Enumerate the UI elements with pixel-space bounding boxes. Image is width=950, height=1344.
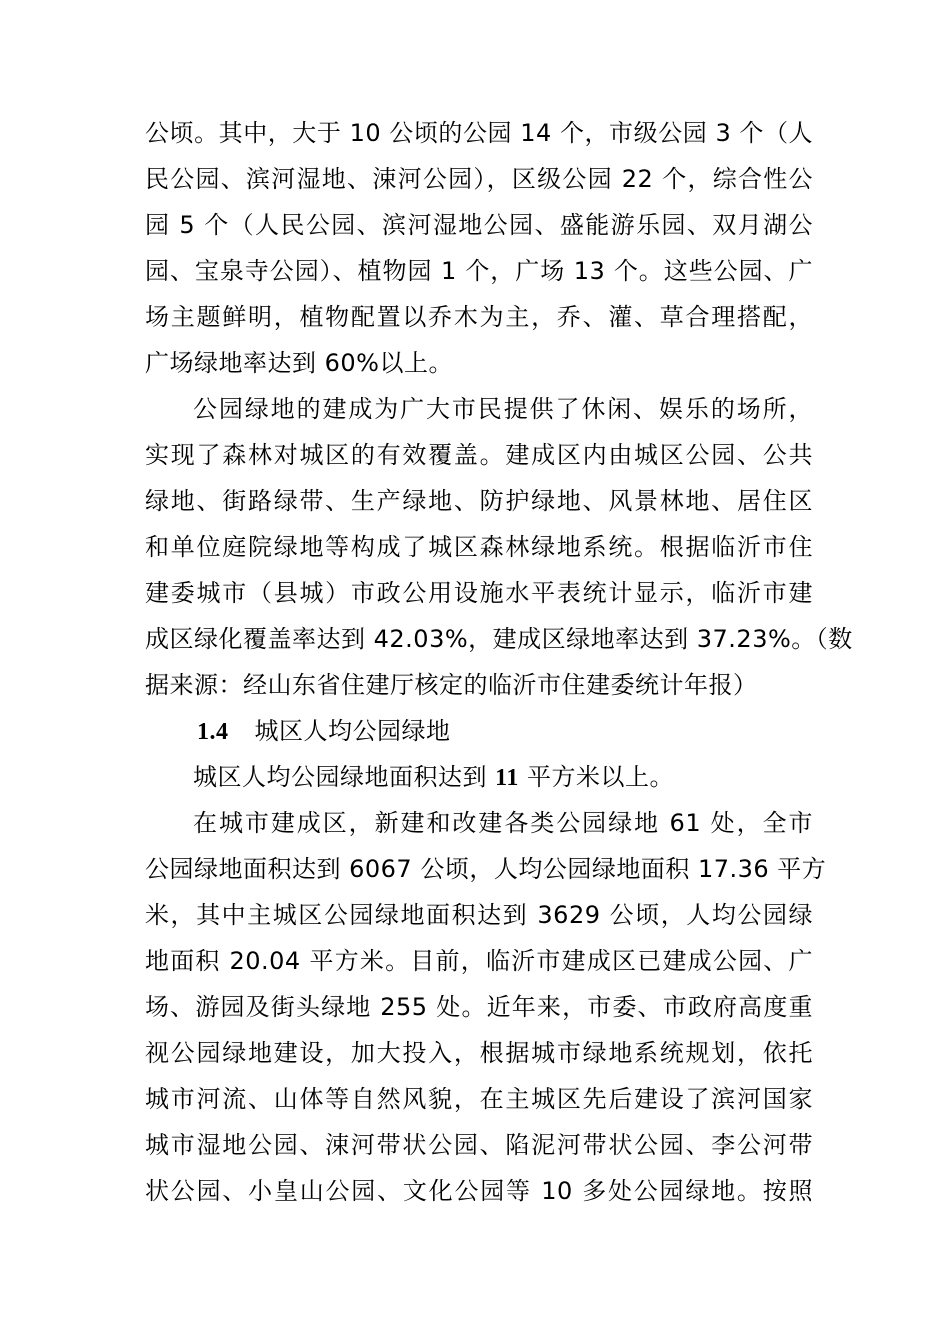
section-number: 1.4 [197,719,229,745]
paragraph-4-line: 地面积 20.04 平方米。目前，临沂市建成区已建成公园、广 [145,947,813,975]
paragraph-1-line: 公顷。其中，大于 10 公顷的公园 14 个，市级公园 3 个（人 [145,119,813,147]
paragraph-1-line: 场主题鲜明，植物配置以乔木为主，乔、灌、草合理搭配， [145,303,813,331]
paragraph-4-line: 公园绿地面积达到 6067 公顷，人均公园绿地面积 17.36 平方 [145,855,827,883]
paragraph-4-line: 状公园、小皇山公园、文化公园等 10 多处公园绿地。按照 [145,1177,813,1205]
paragraph-3-value: 11 [495,765,519,791]
paragraph-4-line: 在城市建成区，新建和改建各类公园绿地 61 处，全市 [193,809,813,837]
paragraph-2-line: 成区绿化覆盖率达到 42.03%，建成区绿地率达到 37.23%。（数 [145,625,853,653]
paragraph-2-line: 建委城市（县城）市政公用设施水平表统计显示，临沂市建 [145,579,813,607]
paragraph-1-line: 广场绿地率达到 60%以上。 [145,349,453,377]
paragraph-4-line: 视公园绿地建设，加大投入，根据城市绿地系统规划，依托 [145,1039,813,1067]
section-heading [145,708,813,754]
paragraph-2-line: 实现了森林对城区的有效覆盖。建成区内由城区公园、公共 [145,441,813,469]
section-title: 城区人均公园绿地 [254,717,451,745]
paragraph-4-line: 城市河流、山体等自然风貌，在主城区先后建设了滨河国家 [145,1085,813,1113]
paragraph-2-line: 公园绿地的建成为广大市民提供了休闲、娱乐的场所， [193,395,813,423]
paragraph-2-line: 和单位庭院绿地等构成了城区森林绿地系统。根据临沂市住 [145,533,813,561]
paragraph-3 [145,754,813,800]
paragraph-4-line: 场、游园及街头绿地 255 处。近年来，市委、市政府高度重 [145,993,813,1021]
document-body [145,110,853,1214]
paragraph-3-after: 平方米以上。 [518,763,674,791]
paragraph-3-before: 城区人均公园绿地面积达到 [193,763,496,791]
paragraph-1-line: 民公园、滨河湿地、涑河公园），区级公园 22 个，综合性公 [145,165,813,193]
paragraph-2-line: 绿地、街路绿带、生产绿地、防护绿地、风景林地、居住区 [145,487,813,515]
paragraph-4-line: 米，其中主城区公园绿地面积达到 3629 公顷，人均公园绿 [145,901,813,929]
paragraph-2-line: 据来源：经山东省住建厅核定的临沂市住建委统计年报） [145,671,758,699]
paragraph-1-line: 园 5 个（人民公园、滨河湿地公园、盛能游乐园、双月湖公 [145,211,813,239]
paragraph-4-line: 城市湿地公园、涑河带状公园、陷泥河带状公园、李公河带 [145,1131,813,1159]
paragraph-1-line: 园、宝泉寺公园）、植物园 1 个，广场 13 个。这些公园、广 [145,257,813,285]
